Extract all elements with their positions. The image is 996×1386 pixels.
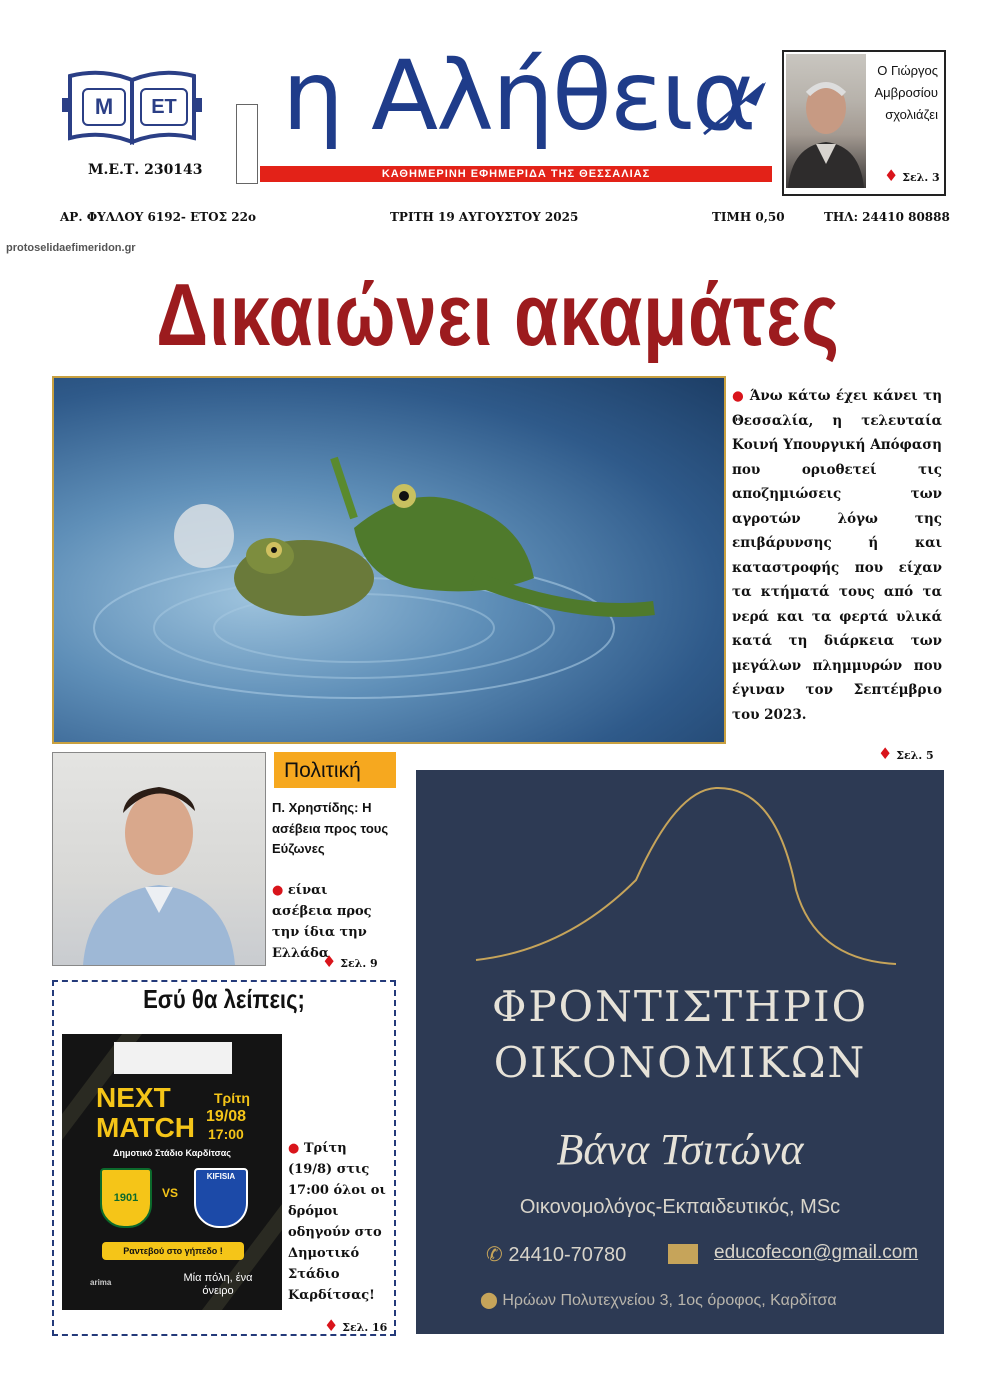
column-page-ref — [884, 166, 940, 185]
portrait-icon — [786, 54, 866, 188]
ad-address-text: Ηρώων Πολυτεχνείου 3, 1ος όροφος, Καρδίτσα — [502, 1292, 837, 1309]
poster-match: MATCH — [96, 1112, 196, 1143]
phone-icon: ✆ — [486, 1244, 503, 1266]
tutoring-ad — [416, 770, 944, 1334]
ad-phone-number: 24410-70780 — [508, 1244, 627, 1266]
ad-phone — [486, 1242, 626, 1267]
diamond-icon: ♦ — [878, 744, 893, 763]
bullet-icon: ● — [732, 388, 745, 404]
away-crest: KIFISIA — [194, 1168, 248, 1228]
quill-icon — [700, 78, 770, 138]
ad-line-2: ΟΙΚΟΝΟΜΙΚΩΝ — [493, 1038, 867, 1087]
poster-day: Τρίτη — [214, 1090, 250, 1106]
poster-cta: Ραντεβού στο γήπεδο ! — [102, 1242, 244, 1260]
lead-page-label: Σελ. 5 — [896, 749, 934, 762]
email-icon — [668, 1244, 698, 1264]
match-text — [288, 1138, 388, 1306]
poster-next: NEXT — [96, 1082, 171, 1113]
politics-page-ref — [322, 952, 378, 971]
location-pin-icon: ⬤ — [480, 1292, 498, 1309]
politician-photo — [52, 752, 266, 966]
ad-name: Βάνα Τσιτώνα — [556, 1125, 804, 1174]
match-body: Τρίτη (19/8) στις 17:00 όλοι οι δρόμοι οδηγούν στο Δημοτικό Στάδιο Καρδίτσας! — [288, 1141, 386, 1303]
lead-page-ref — [878, 744, 934, 763]
frogs-image-icon — [54, 378, 724, 742]
met-logo — [62, 66, 202, 148]
met-left-letter: Μ — [82, 88, 126, 126]
lead-article — [732, 384, 942, 727]
poster-brand: arima — [90, 1278, 112, 1287]
issue-date: ΤΡΙΤΗ 19 ΑΥΓΟΥΣΤΟΥ 2025 — [390, 210, 579, 224]
column-byline — [868, 60, 938, 126]
column-page-label: Σελ. 3 — [902, 171, 940, 184]
politics-section-tag: Πολιτική — [274, 752, 396, 788]
diamond-icon: ♦ — [322, 952, 337, 971]
match-page-ref — [324, 1316, 387, 1335]
bullet-icon: ● — [272, 883, 284, 898]
column-line-3: σχολιάζει — [885, 107, 938, 122]
curve-decoration-icon — [416, 770, 944, 990]
met-right-letters: ΕΤ — [140, 88, 188, 126]
tagline: ΚΑΘΗΜΕΡΙΝΗ ΕΦΗΜΕΡΙΔΑ ΤΗΣ ΘΕΣΣΑΛΙΑΣ — [260, 166, 772, 182]
diamond-icon: ♦ — [324, 1316, 339, 1335]
ad-address — [480, 1290, 837, 1310]
poster-slogan: Μία πόλη, ένα όνειρο — [183, 1272, 253, 1297]
match-title: Εσύ θα λείπεις; — [143, 984, 305, 1014]
ad-email[interactable]: educofecon@gmail.com — [714, 1242, 919, 1263]
phone-number: ΤΗΛ: 24410 80888 — [824, 210, 950, 224]
bullet-icon: ● — [288, 1141, 300, 1156]
poster-time: 17:00 — [208, 1126, 244, 1142]
source-watermark: protoselidaefimeridon.gr — [6, 242, 136, 254]
poster-date: 19/08 — [206, 1108, 247, 1125]
poster-venue: Δημοτικό Στάδιο Καρδίτσας — [113, 1148, 231, 1158]
politics-title: Π. Χρηστίδης: Η ασέβεια προς τους Εύζωνες — [272, 800, 389, 856]
column-line-1: Ο Γιώργος — [877, 63, 938, 78]
issue-price: ΤΙΜΗ 0,50 — [712, 210, 785, 224]
match-poster — [62, 1034, 282, 1310]
main-photo — [52, 376, 726, 744]
poster-vs: VS — [162, 1186, 179, 1200]
politics-page-label: Σελ. 9 — [340, 957, 378, 970]
main-headline: Δικαιώνει ακαμάτες — [156, 265, 840, 364]
lead-text: Άνω κάτω έχει κάνει τη Θεσσαλία, η τελευταία Κοινή Υπουργική Απόφαση που οριοθετεί τις αποζημιώσεις των αγροτών λόγω της επιβάρυνσης ή και καταστροφής που είχαν τα κτήματά τους από τα νερά και τα φερτά υλικά κατά τη διάρκεια των μεγάλων πλημμυρών που έγιναν τον Σεπτέμβριο του 2023. — [732, 388, 943, 723]
diamond-icon: ♦ — [884, 166, 899, 185]
politics-body: είναι ασέβεια προς την ίδια την Ελλάδα — [272, 883, 372, 961]
registration-stamp — [236, 104, 258, 184]
columnist-photo — [786, 54, 866, 188]
ad-line-1: ΦΡΟΝΤΙΣΤΗΡΙΟ — [491, 982, 869, 1031]
home-crest: 1901 — [100, 1168, 152, 1228]
portrait-icon — [53, 753, 265, 965]
met-code: Μ.Ε.Τ. 230143 — [88, 162, 203, 178]
issue-number: ΑΡ. ΦΥΛΛΟΥ 6192- ΕΤΟΣ 22ο — [60, 210, 256, 224]
hazard-stripes-icon — [62, 1034, 282, 1310]
ad-role: Οικονομολόγος-Εκπαιδευτικός, MSc — [519, 1196, 841, 1218]
match-page-label: Σελ. 16 — [342, 1321, 388, 1334]
newspaper-logo: η Αλήθεια — [282, 40, 755, 152]
column-line-2: Αμβροσίου — [874, 85, 938, 100]
